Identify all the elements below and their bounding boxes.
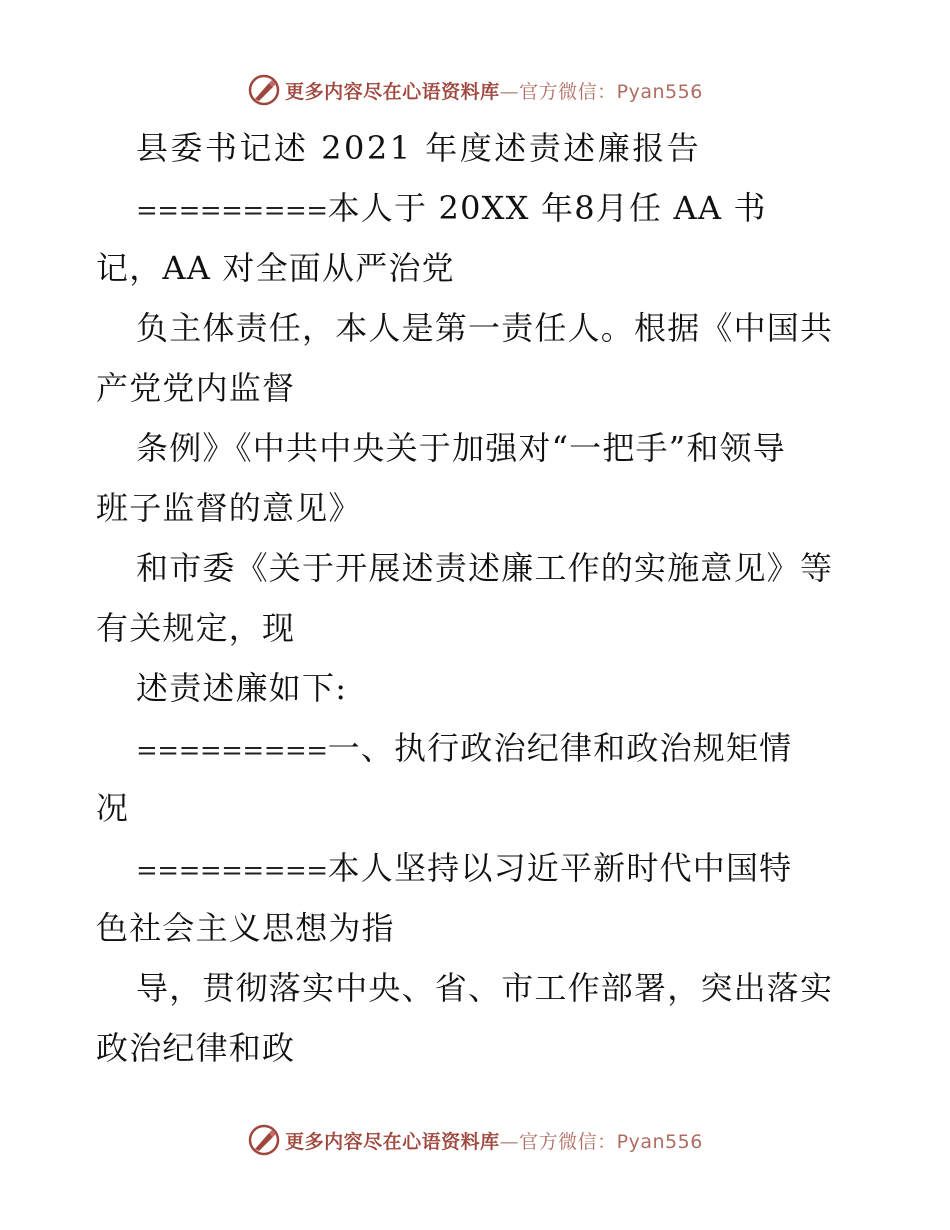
line-text: 色社会主义思想为指 — [96, 909, 395, 947]
line-text: 记，AA 对全面从严治党 — [96, 249, 455, 287]
paragraph-line — [96, 478, 856, 538]
line-text: 政治纪律和政 — [96, 1029, 296, 1067]
watermark-separator: — — [499, 80, 520, 103]
paragraph-line — [96, 538, 856, 598]
line-text: 产党党内监督 — [96, 369, 296, 407]
line-text: 一、执行政治纪律和政治规矩情 — [327, 729, 793, 767]
watermark-wechat: 官方微信：Pyan556 — [519, 1130, 703, 1153]
watermark-text — [285, 77, 703, 104]
line-text: 本人坚持以习近平新时代中国特 — [327, 849, 793, 887]
separator-marks: ========= — [136, 736, 328, 766]
paragraph-line — [96, 658, 856, 718]
paragraph-line — [96, 778, 856, 838]
watermark-text — [285, 1127, 703, 1154]
line-text: 本人于 20XX 年8月任 AA 书 — [327, 189, 767, 227]
watermark-brand: 更多内容尽在心语资料库 — [285, 1130, 500, 1153]
document-body — [96, 118, 856, 1078]
pen-logo-icon — [247, 1123, 281, 1157]
watermark-wechat: 官方微信：Pyan556 — [519, 80, 703, 103]
paragraph-line — [96, 178, 856, 238]
paragraph-line — [96, 238, 856, 298]
line-text: 负主体责任，本人是第一责任人。根据《中国共 — [136, 309, 834, 347]
watermark-brand: 更多内容尽在心语资料库 — [285, 80, 500, 103]
watermark-header — [0, 70, 950, 110]
paragraph-line — [96, 898, 856, 958]
section-heading — [96, 718, 856, 778]
paragraph-line — [96, 958, 856, 1018]
watermark-footer — [0, 1120, 950, 1160]
paragraph-line — [96, 418, 856, 478]
line-text: 和市委《关于开展述责述廉工作的实施意见》等 — [136, 549, 834, 587]
document-title: 县委书记述 2021 年度述责述廉报告 — [136, 129, 702, 167]
line-text: 导，贯彻落实中央、省、市工作部署，突出落实 — [136, 969, 834, 1007]
paragraph-line — [96, 298, 856, 358]
line-text: 述责述廉如下: — [136, 669, 348, 707]
line-text: 况 — [96, 789, 130, 827]
separator-marks: ========= — [136, 196, 328, 226]
line-text: 班子监督的意见》 — [96, 489, 362, 527]
pen-logo-icon — [247, 73, 281, 107]
paragraph-line — [96, 838, 856, 898]
paragraph-line — [96, 1018, 856, 1078]
paragraph-line — [96, 358, 856, 418]
watermark-separator: — — [499, 1130, 520, 1153]
line-text: 有关规定，现 — [96, 609, 296, 647]
separator-marks: ========= — [136, 856, 328, 886]
line-text: 条例》《中共中央关于加强对“一把手”和领导 — [136, 429, 786, 467]
paragraph-line — [96, 598, 856, 658]
